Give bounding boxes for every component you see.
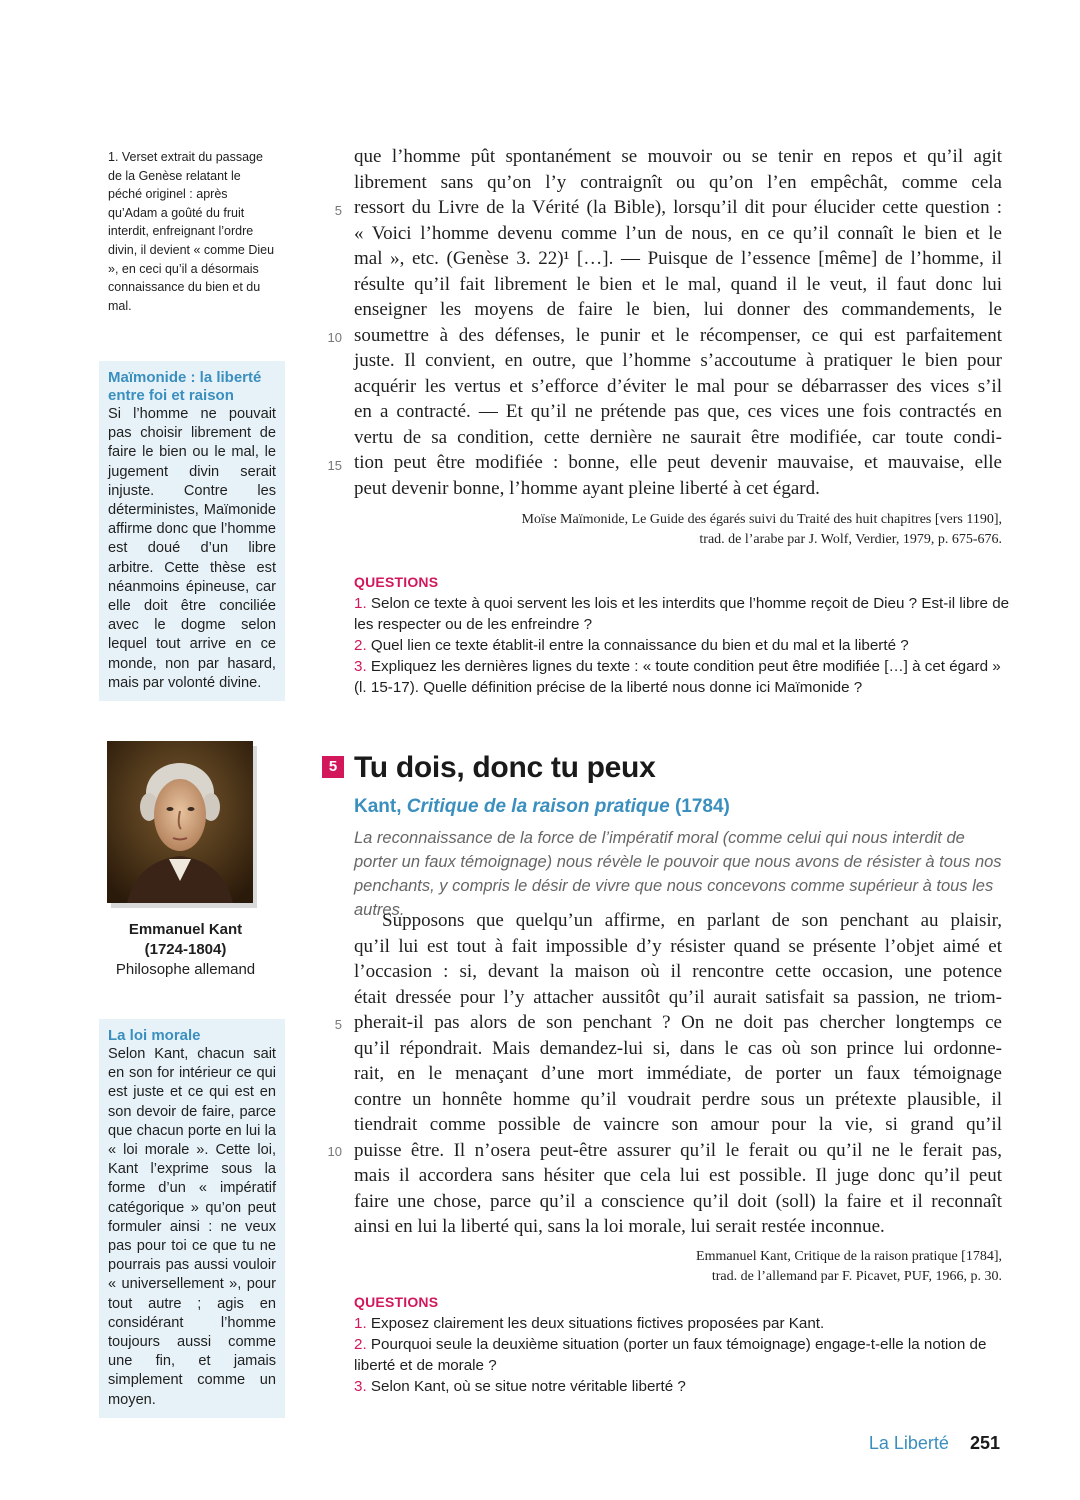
section-work: Critique de la raison pratique <box>406 796 670 817</box>
maimonide-text <box>354 144 1002 501</box>
question-number: 1. <box>354 595 367 612</box>
question-text: Pourquoi seule la deuxième situation (porter un faux témoignage) engage-t-elle la notion de liberté et de morale ? <box>354 1336 987 1374</box>
chapter-title: La Liberté <box>868 1433 949 1453</box>
text-line: mal », etc. (Genèse 3. 22)¹ […]. — Puisque de l’essence [même] de l’homme, il <box>354 248 1002 269</box>
question-item <box>354 1334 1014 1376</box>
page-number: 251 <box>969 1433 1000 1453</box>
portrait-image <box>107 741 253 903</box>
footnote: 1. Verset extrait du passage de la Genèse relatant le péché originel : après qu’Adam a goûté du fruit interdit, enfreignant l’ordre divin, il devient « comme Dieu », en ceci qu’il a désormais connaissance du bien et du mal. <box>108 150 275 313</box>
question-item <box>354 593 1014 635</box>
questions-block <box>354 1292 1014 1397</box>
line-number: 5 <box>334 203 342 218</box>
text-line: puisse être. Il n’osera peut-être assurer qu’il le ferait ou qu’il ne le ferait pas, <box>354 1139 1002 1161</box>
text-line: qu’il lui est tout à fait impossible d’y résister quand se présente l’objet aimé et <box>354 935 1002 957</box>
sidebar-box-maimonide <box>99 361 285 701</box>
kant-text <box>354 908 1002 1240</box>
question-number: 3. <box>354 1378 367 1395</box>
line-number: 5 <box>334 1017 342 1032</box>
box-title: Maïmonide : la liberté entre foi et raison <box>108 369 262 404</box>
text-line: peut devenir bonne, l’homme ayant pleine liberté à cet égard. <box>354 477 820 499</box>
question-item <box>354 1313 1014 1334</box>
text-line: en a contracté. — Et qu’il ne prétende pas que, ces vices une fois contractés en <box>354 401 1002 422</box>
text-line: l’occasion : si, devant la maison où il rencontre cette occasion, une potence <box>354 961 1002 982</box>
text-line: enseigner les moyens de faire le bien, lui donner des commandements, le <box>354 299 1002 320</box>
question-item <box>354 656 1014 698</box>
portrait-role: Philosophe allemand <box>115 961 256 978</box>
line-number: 15 <box>327 458 342 473</box>
source-line: trad. de l’allemand par F. Picavet, PUF, 1966, p. 30. <box>711 1268 1002 1284</box>
source-line: Moïse Maïmonide, Le Guide des égarés suivi du Traité des huit chapitres [vers 1190], <box>521 512 1002 527</box>
section-year: (1784) <box>674 796 730 817</box>
box-text: Selon Kant, chacun sait en son for intérieur ce qui est juste et ce qui est en son devoir de faire, parce que chacun porte en lui la « loi morale ». Cette loi, Kant l’exprime sous la forme d’un « impératif catégorique » qu’on peut formuler ainsi : ne veux pas pour toi ce que tu ne pourrais pas aussi vouloir « universellement », pour tout autre ; agis en considérant l’homme toujours aussi comme une fin, et jamais simplement comme un moyen. <box>108 1046 276 1408</box>
text-line: acquérir les vertus et s’efforce d’éviter le mal pour se débarrasser des vices s’il <box>354 375 1002 397</box>
text-line: « Voici l’homme devenu comme l’un de nous, en ce qu’il connaît le bien et le <box>354 222 1002 244</box>
question-text: Selon ce texte à quoi servent les lois et les interdits que l’homme reçoit de Dieu ? Est-il libre de les respecter ou de les enfreindre ? <box>354 595 1010 633</box>
text-line: contre un honnête homme qu’il voudrait perdre sous un prétexte plausible, il <box>354 1088 1002 1110</box>
box-title: La loi morale <box>108 1027 201 1044</box>
text-line: rait, en le menaçant d’une mort immédiate, de porter un faux témoignage <box>354 1063 1002 1084</box>
question-item <box>354 635 1014 656</box>
section-subtitle <box>354 796 730 818</box>
text-line: ainsi en lui la liberté qui, sans la loi morale, lui serait restée inconnue. <box>354 1216 885 1237</box>
kant-portrait <box>107 741 253 903</box>
text-line: vertu de sa condition, cette dernière ne saurait être modifiée, car toute condi- <box>354 426 1002 448</box>
question-number: 1. <box>354 1315 367 1332</box>
sidebar-box-loi-morale <box>99 1019 285 1418</box>
portrait-caption <box>103 920 268 980</box>
source-line: Emmanuel Kant, Critique de la raison pratique [1784], <box>696 1249 1002 1264</box>
text-line: était dressée pour l’y attacher aussitôt qu’il aurait satisfait sa passion, ne triom- <box>354 986 1002 1008</box>
section-number-badge: 5 <box>322 756 344 778</box>
question-text: Quel lien ce texte établit-il entre la connaissance du bien et du mal et la liberté ? <box>370 637 909 654</box>
text-line: librement sans qu’on l’y contraignît ou qu’on l’en empêchât, comme cela <box>354 171 1002 193</box>
question-number: 2. <box>354 637 367 654</box>
source-line: trad. de l’arabe par J. Wolf, Verdier, 1979, p. 675-676. <box>699 531 1002 547</box>
text-line: Supposons que quelqu’un affirme, en parlant de son penchant au plaisir, <box>382 910 1002 931</box>
portrait-dates: (1724-1804) <box>144 941 227 958</box>
text-line: faire une chose, parce qu’il a conscience qu’il doit (soll) la faire et il reconnaît <box>354 1190 1002 1212</box>
question-number: 3. <box>354 658 367 675</box>
box-text: Si l’homme ne pouvait pas choisir librement de faire le bien ou le mal, le jugement divin serait injuste. Contre les déterministes, Maïmonide affirme donc que l’homme est doué d’un libre arbitre. Cette thèse est néanmoins épineuse, car elle doit être conciliée avec le dogme selon lequel tout arrive en ce monde, non par hasard, mais par volonté divine. <box>108 406 276 691</box>
line-number: 10 <box>327 1144 342 1159</box>
text-line: tion peut être modifiée : bonne, elle peut devenir mauvaise, et mauvaise, elle <box>354 452 1002 473</box>
source-citation <box>696 1247 1002 1286</box>
section-author: Kant, <box>354 796 402 817</box>
section-intro: La reconnaissance de la force de l’impératif moral (comme celui qui nous interdit de porter un faux témoignage) nous révèle le pouvoir que nous avons de résister à tous nos penchants, y compris le désir de vivre que nous concevons comme supérieur à tous les autres. <box>354 829 1002 919</box>
portrait-name: Emmanuel Kant <box>128 921 243 938</box>
text-line: tiendrait comme possible de vaincre son amour pour la vie, si grand qu’il <box>354 1114 1002 1135</box>
text-line: que l’homme pût spontanément se mouvoir ou se tenir en repos et qu’il agit <box>354 146 1002 167</box>
question-number: 2. <box>354 1336 367 1353</box>
source-citation <box>522 510 1002 549</box>
text-line: pherait-il pas alors de son penchant ? On ne doit pas chercher longtemps ce <box>354 1012 1002 1033</box>
question-text: Expliquez les dernières lignes du texte : « toute condition peut être modifiée […] à cet égard » (l. 15-17). Quelle définition précise de la liberté nous donne ici Maïmonide ? <box>354 658 1001 696</box>
questions-heading: QUESTIONS <box>354 574 439 590</box>
text-line: juste. Il convient, en outre, que l’homme s’accoutume à pratiquer le bien pour <box>354 350 1002 371</box>
line-number: 10 <box>327 330 342 345</box>
page-footer <box>869 1433 1000 1454</box>
text-line: ressort du Livre de la Vérité (la Bible), lorsqu’il dit pour élucider cette question : <box>354 197 1002 218</box>
text-line: résulte qu’il fait librement le bien et le mal, quand il le veut, il faut donc lui <box>354 273 1002 295</box>
section-title: Tu dois, donc tu peux <box>354 751 656 784</box>
question-item <box>354 1376 1014 1397</box>
text-line: mais il accordera sans hésiter que cela lui est possible. Il juge donc qu’il peut <box>354 1165 1002 1186</box>
text-line: soumettre à des défenses, le punir et le récompenser, ce qui est parfaitement <box>354 324 1002 346</box>
question-text: Exposez clairement les deux situations fictives proposées par Kant. <box>370 1315 825 1332</box>
text-line: qu’il répondrait. Mais demandez-lui si, dans le cas où son prince lui ordonne- <box>354 1037 1002 1059</box>
questions-heading: QUESTIONS <box>354 1294 439 1310</box>
questions-block <box>354 572 1014 698</box>
question-text: Selon Kant, où se situe notre véritable liberté ? <box>370 1378 686 1395</box>
